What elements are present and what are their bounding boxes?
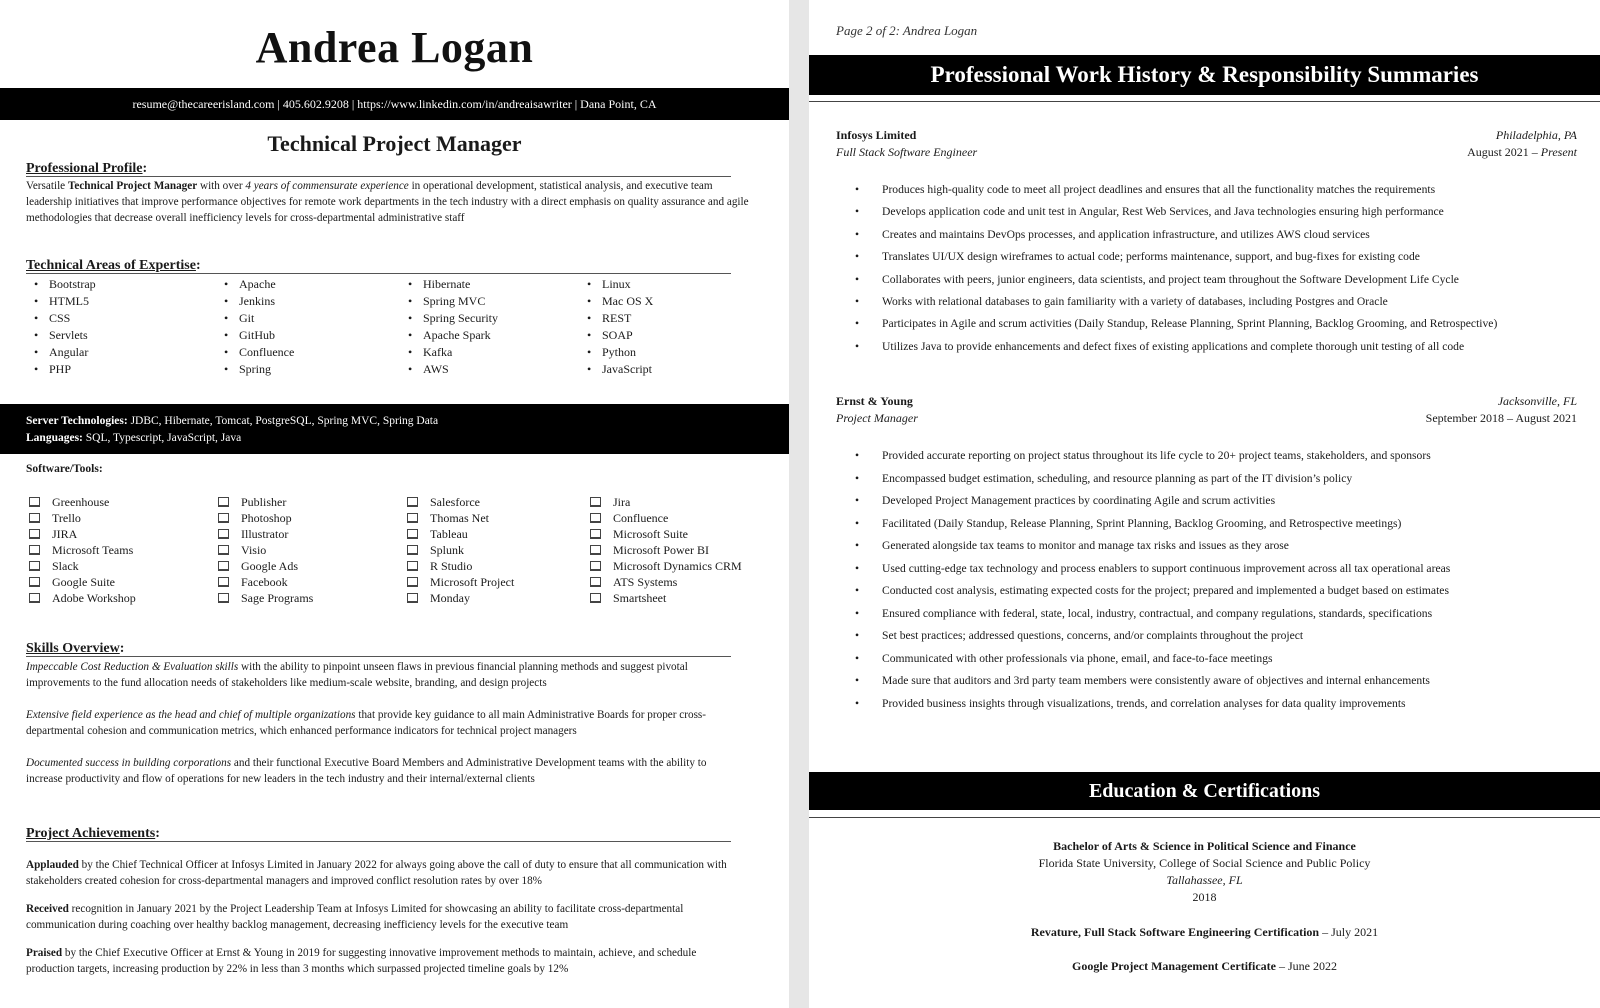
list-item: • Produces high-quality code to meet all project deadlines and ensures that all the functionality matches the requirements [855,179,1497,201]
server-label: Server Technologies: [26,415,128,427]
list-item: • Provided business insights through visualizations, trends, and correlation analyses for data quality improvements [855,693,1450,716]
list-item: • Encompassed budget estimation, scheduling, and resource planning as part of the IT division’s policy [855,468,1450,491]
job-2-bullets [855,445,1450,715]
job-2-dates-start: September 2018 – August 2021 [1425,411,1577,425]
skill-3-text: and their functional Executive Board Members and Administrative Development teams with the ability to increase productivity and flow of operations for new leaders in the tech industry and their internal/external clients [26,757,707,785]
education-block [809,838,1600,906]
list-item: • Mac OS X [579,293,653,310]
list-item: Tableau [404,526,514,542]
list-item: • Translates UI/UX design wireframes to actual code; performs maintenance, support, and bug-fixes for existing code [855,246,1497,268]
list-item: • Spring Security [400,310,498,327]
achievement-2 [26,902,736,933]
list-item: • Hibernate [400,276,498,293]
cert-2-name: Google Project Management Certificate [1071,959,1277,973]
list-item: Slack [26,558,136,574]
list-item: Microsoft Power BI [587,542,742,558]
technologies-band [0,404,789,454]
graduation-year: 2018 [1192,890,1217,904]
skill-paragraph-1 [26,659,746,691]
server-technologies-line [26,413,789,430]
software-column-1 [26,494,136,606]
list-item: • HTML5 [26,293,96,310]
list-item: Photoshop [215,510,313,526]
server-value: JDBC, Hibernate, Tomcat, PostgreSQL, Spring MVC, Spring Data [127,415,439,427]
list-item: • Develops application code and unit test in Angular, Rest Web Services, and Java technologies ensuring high performance [855,201,1497,223]
expertise-column-4 [579,276,653,378]
job-1-role: Full Stack Software Engineer [836,145,978,159]
school: Florida State University, College of Social Science and Public Policy [1038,856,1371,870]
certification-1 [809,924,1600,941]
achievement-2-bold: Received [26,903,69,915]
profile-t3: with over [197,180,246,192]
divider [809,817,1600,818]
list-item: • Servlets [26,327,96,344]
list-item: • Developed Project Management practices by coordinating Agile and scrum activities [855,490,1450,513]
job-1-dates-start: August 2021 – [1467,145,1541,159]
list-item: Publisher [215,494,313,510]
list-item: Trello [26,510,136,526]
list-item: • Conducted cost analysis, estimating expected costs for the project; prepared and implemented a budget based on estimates [855,580,1450,603]
job-1-dates-end: Present [1540,145,1577,159]
job-2-role: Project Manager [836,411,918,425]
list-item: Confluence [587,510,742,526]
list-item: Smartsheet [587,590,742,606]
list-item: Microsoft Dynamics CRM [587,558,742,574]
list-item: Sage Programs [215,590,313,606]
achievement-3-text: by the Chief Executive Officer at Ernst & Young in 2019 for suggesting innovative improvement methods to maintain, achieve, and schedule production targets, increasing production by 22% in less than 3 months which surpassed projected timeline goals by 12% [26,947,697,975]
expertise-column-1 [26,276,96,378]
job-1-location: Philadelphia, PA [1495,128,1577,142]
job-2-company: Ernst & Young [836,394,913,408]
candidate-name: Andrea Logan [255,23,534,72]
list-item: • Creates and maintains DevOps processes, and application infrastructure, and utilizes AWS cloud services [855,224,1497,246]
software-tools-label: Software/Tools: [26,463,103,475]
profile-t4: 4 years of commensurate experience [245,180,409,192]
achievement-1 [26,858,746,889]
list-item: • Collaborates with peers, junior engineers, data scientists, and project team throughout the Software Development Life Cycle [855,269,1497,291]
work-history-heading: Professional Work History & Responsibility Summaries [809,55,1600,95]
software-column-3 [404,494,514,606]
skill-1-italic: Impeccable Cost Reduction & Evaluation skills [26,661,239,673]
achievement-3-bold: Praised [26,947,63,959]
profile-text [26,178,756,226]
achievements-heading-text: Project Achievements [26,826,156,841]
list-item: Monday [404,590,514,606]
list-item: • Spring [216,361,294,378]
list-item: Salesforce [404,494,514,510]
list-item: • Python [579,344,653,361]
profile-heading-text: Professional Profile [26,161,143,176]
list-item: • Spring MVC [400,293,498,310]
contact-bar: resume@thecareerisland.com | 405.602.9208 | https://www.linkedin.com/in/andreaisawriter | Dana Point, CA [0,88,789,120]
list-item: Thomas Net [404,510,514,526]
skill-3-italic: Documented success in building corporations [26,757,232,769]
list-item: • SOAP [579,327,653,344]
list-item: • Participates in Agile and scrum activities (Daily Standup, Release Planning, Sprint Planning, Backlog Grooming, and Retrospective) [855,313,1497,335]
list-item: • GitHub [216,327,294,344]
list-item: Splunk [404,542,514,558]
list-item: • Kafka [400,344,498,361]
list-item: • Bootstrap [26,276,96,293]
list-item: • Used cutting-edge tax technology and process enablers to support continuous improvement across all tax operational areas [855,558,1450,581]
list-item: Jira [587,494,742,510]
cert-2-date: – June 2022 [1276,959,1338,973]
job-2-location: Jacksonville, FL [1497,394,1577,408]
resume-page-2 [809,0,1600,1008]
list-item: • CSS [26,310,96,327]
list-item: • Angular [26,344,96,361]
list-item: • Made sure that auditors and 3rd party team members were consistently aware of objectives and internal enhancements [855,670,1450,693]
page-2-header: Page 2 of 2: Andrea Logan [836,23,978,38]
list-item: • Confluence [216,344,294,361]
job-1-bullets [855,179,1497,358]
list-item: • PHP [26,361,96,378]
list-item: • Generated alongside tax teams to monitor and manage tax risks and issues as they arose [855,535,1450,558]
expertise-column-2 [216,276,294,378]
list-item: Microsoft Teams [26,542,136,558]
list-item: • Jenkins [216,293,294,310]
education-heading: Education & Certifications [809,772,1600,810]
list-item: • Ensured compliance with federal, state, local, industry, contractual, and company regulations, standards, specifications [855,603,1450,626]
list-item: • Works with relational databases to gain familiarity with a variety of databases, including Postgres and Oracle [855,291,1497,313]
software-column-2 [215,494,313,606]
languages-line [26,430,789,447]
list-item: • Apache Spark [400,327,498,344]
list-item: • Utilizes Java to provide enhancements and defect fixes of existing applications and complete thorough unit testing of all code [855,336,1497,358]
achievement-3 [26,946,746,977]
profile-heading: Professional Profile: [26,161,731,177]
list-item: Adobe Workshop [26,590,136,606]
cert-1-name: Revature, Full Stack Software Engineering Certification [1030,925,1320,939]
list-item: • Linux [579,276,653,293]
school-city: Tallahassee, FL [1166,873,1243,887]
skill-2-italic: Extensive field experience as the head and chief of multiple organizations [26,709,356,721]
skill-paragraph-2 [26,707,756,739]
list-item: Google Ads [215,558,313,574]
achievement-1-text: by the Chief Technical Officer at Infosys Limited in January 2022 for always going above the call of duty to ensure that all communication with stakeholders created cohesion for cross-departmental managers and improved conflict resolution rates by over 18% [26,859,727,887]
list-item: Illustrator [215,526,313,542]
skills-heading-text: Skills Overview [26,641,120,656]
resume-page-1 [0,0,789,1008]
expertise-heading-text: Technical Areas of Expertise [26,258,196,273]
list-item: • Facilitated (Daily Standup, Release Planning, Sprint Planning, Backlog Grooming, and Retrospective meetings) [855,513,1450,536]
list-item: • AWS [400,361,498,378]
expertise-column-3 [400,276,498,378]
list-item: Visio [215,542,313,558]
list-item: • Set best practices; addressed questions, concerns, and/or complaints throughout the project [855,625,1450,648]
achievement-1-bold: Applauded [26,859,79,871]
achievement-2-text: recognition in January 2021 by the Project Leadership Team at Infosys Limited for showcasing an ability to facilitate cross-departmental communication during coaching over healthy backlog management, decreasing inefficiency levels for the executive team [26,903,684,931]
list-item: Google Suite [26,574,136,590]
divider [809,101,1600,102]
software-column-4 [587,494,742,606]
list-item: • REST [579,310,653,327]
list-item: R Studio [404,558,514,574]
skill-2-text: that provide key guidance to all main Administrative Boards for proper cross-departmental cohesion and communication metrics, which enhanced performance indicators for technical project managers [26,709,706,737]
list-item: • Provided accurate reporting on project status throughout its life cycle to 20+ project teams, stakeholders, and sponsors [855,445,1450,468]
list-item: Greenhouse [26,494,136,510]
job-2-dates [1426,411,1577,426]
degree: Bachelor of Arts & Science in Political Science and Finance [1053,839,1356,853]
profile-t2: Technical Project Manager [67,180,198,192]
profile-t5: in operational development, statistical analysis, and executive team leadership initiatives that improve performance objectives for remote work departments in the tech industry with a direct emphasis on quality assurance and agile methodologies that decrease overall inefficiency levels for cross-departmental administrative staff [26,180,749,224]
list-item: Microsoft Project [404,574,514,590]
list-item: • Git [216,310,294,327]
list-item: • JavaScript [579,361,653,378]
list-item: Microsoft Suite [587,526,742,542]
skills-heading: Skills Overview: [26,641,731,657]
job-1-company: Infosys Limited [836,128,917,142]
expertise-heading: Technical Areas of Expertise: [26,258,731,274]
list-item: • Apache [216,276,294,293]
list-item: ATS Systems [587,574,742,590]
certification-2 [809,958,1600,975]
list-item: • Communicated with other professionals via phone, email, and face-to-face meetings [855,648,1450,671]
skill-paragraph-3 [26,755,731,787]
job-1-dates [1467,145,1577,160]
page-gap [789,0,809,1008]
cert-1-date: – July 2021 [1319,925,1379,939]
languages-label: Languages: [26,431,83,444]
achievements-heading: Project Achievements: [26,826,731,842]
list-item: Facebook [215,574,313,590]
languages-value: SQL, Typescript, JavaScript, Java [82,431,242,444]
skill-1-text: with the ability to pinpoint unseen flaws in previous financial planning methods and suggest pivotal improvements to the fund allocation needs of stakeholders like medium-scale website, branding, and design projects [26,661,688,689]
job-title: Technical Project Manager [267,131,522,156]
list-item: JIRA [26,526,136,542]
profile-t1: Versatile [26,180,68,192]
